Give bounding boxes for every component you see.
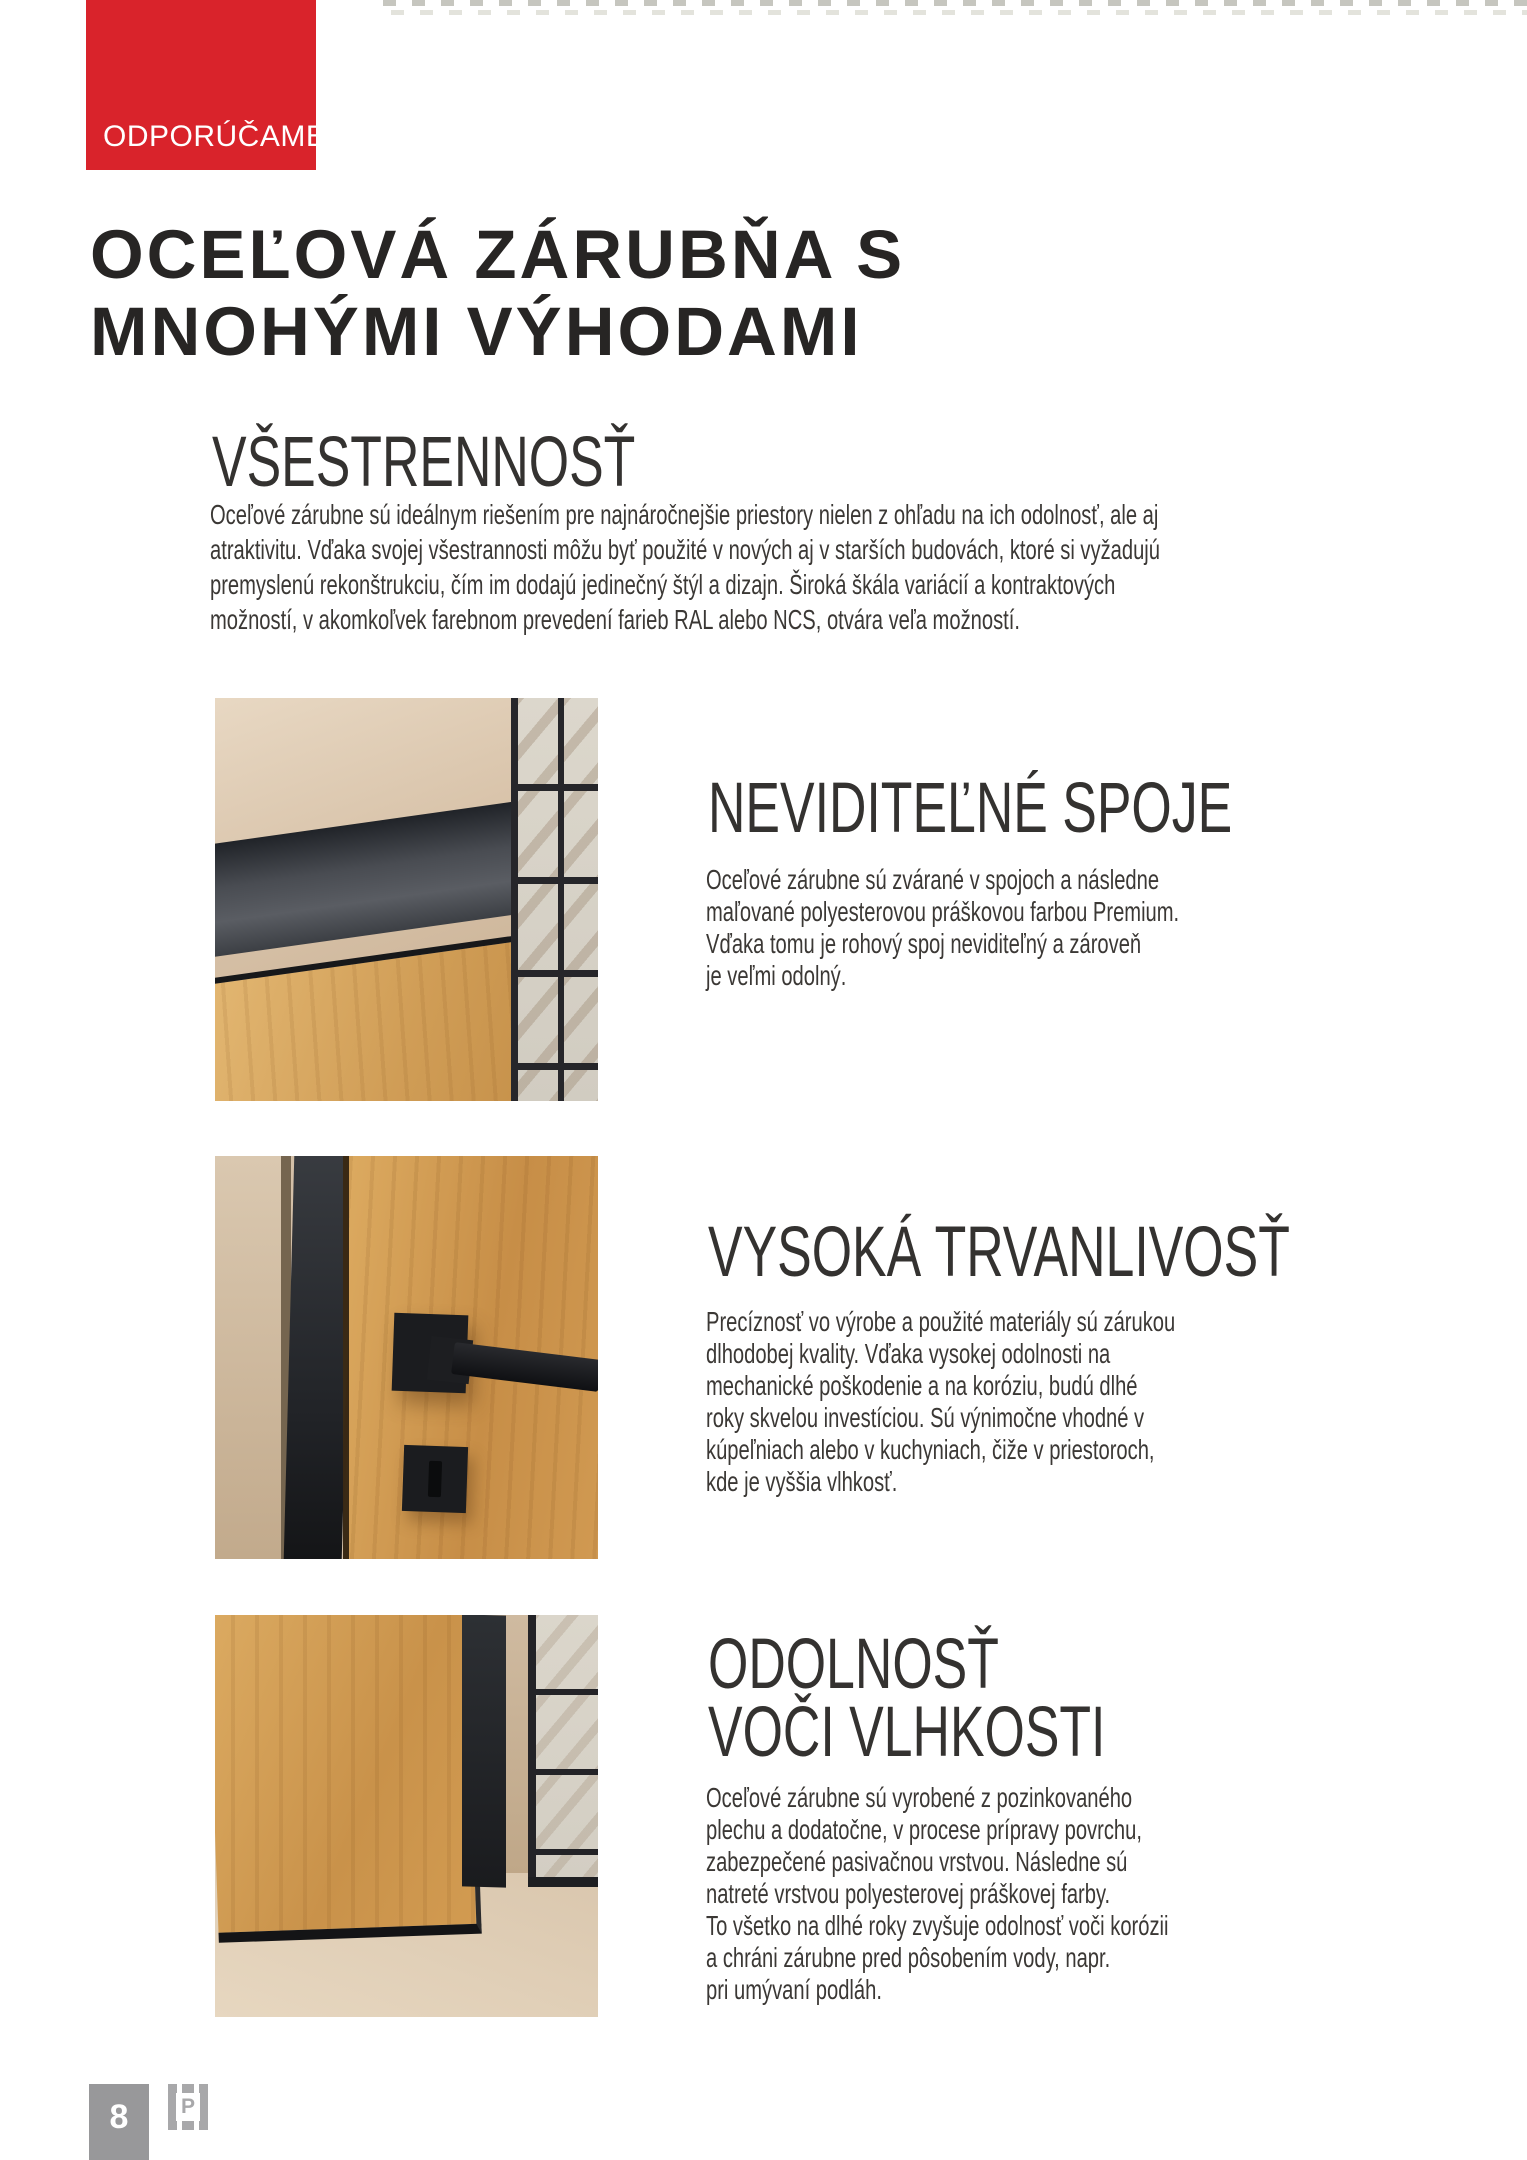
section-heading-line: VOČI VLHKOSTI	[708, 1693, 1106, 1772]
section-heading-line: ODOLNOSŤ	[708, 1625, 999, 1704]
paragraph-line: je veľmi odolný.	[706, 960, 847, 991]
paragraph-line: kúpeľniach alebo v kuchyniach, čiže v priestoroch,	[706, 1434, 1155, 1465]
photo-concrete-wall	[506, 1615, 528, 1873]
paragraph-line: dlhodobej kvality. Vďaka vysokej odolnosti na	[706, 1338, 1111, 1369]
paragraph-line: Oceľové zárubne sú vyrobené z pozinkovaného	[706, 1782, 1133, 1813]
photo-wc-turn-lock	[402, 1445, 468, 1513]
paragraph-line: Precíznosť vo výrobe a použité materiály sú zárukou	[706, 1306, 1176, 1337]
section-paragraph-invisible-joints	[706, 864, 1179, 992]
paragraph-line: mechanické poškodenie a na koróziu, budú dlhé	[706, 1370, 1138, 1401]
page-title-line-1: OCEĽOVÁ ZÁRUBŇA S	[90, 216, 906, 293]
intro-heading: VŠESTRENNOSŤ	[212, 423, 636, 502]
page-number: 8	[109, 2098, 129, 2136]
section-paragraph-durability	[706, 1306, 1175, 1498]
recommend-badge-label: ODPORÚČAME	[103, 120, 327, 153]
page-number-box	[89, 2084, 149, 2160]
photo-concrete-wall	[215, 1156, 281, 1559]
paragraph-line: možností, v akomkoľvek farebnom prevedení farieb RAL alebo NCS, otvára veľa možností.	[210, 604, 1020, 635]
paragraph-line: natreté vrstvou polyesterovej práškovej farby.	[706, 1878, 1111, 1909]
paragraph-line: atraktivitu. Vďaka svojej všestrannosti môžu byť použité v nových aj v starších budovách, ktoré si vyžadujú	[210, 534, 1160, 565]
paragraph-line: a chráni zárubne pred pôsobením vody, napr.	[706, 1942, 1111, 1973]
photo-wood-door-leaf	[215, 1615, 482, 1943]
logo-letter: P	[176, 2093, 200, 2121]
paragraph-line: To všetko na dlhé roky zvyšuje odolnosť voči korózii	[706, 1910, 1169, 1941]
paragraph-line: kde je vyššia vlhkosť.	[706, 1466, 898, 1497]
paragraph-line: Vďaka tomu je rohový spoj neviditeľný a zároveň	[706, 928, 1142, 959]
paragraph-line: premyslenú rekonštrukciu, čím im dodajú jedinečný štýl a dizajn. Široká škála variácií a kontraktových	[210, 569, 1116, 600]
brand-logo	[168, 2084, 208, 2130]
paragraph-line: Oceľové zárubne sú zvárané v spojoch a následne	[706, 864, 1160, 895]
photo-door-handle	[215, 1156, 598, 1559]
section-heading-line: VYSOKÁ TRVANLIVOSŤ	[708, 1213, 1290, 1292]
paragraph-line: pri umývaní podláh.	[706, 1974, 882, 2005]
paragraph-line: Oceľové zárubne sú ideálnym riešením pre najnáročnejšie priestory nielen z ohľadu na ich odolnosť, ale aj	[210, 499, 1159, 530]
page-title-line-2: MNOHÝMI VÝHODAMI	[90, 293, 863, 370]
photo-frame-top-corner	[215, 698, 598, 1101]
top-edge-print-marks	[383, 0, 1527, 6]
recommend-badge	[86, 0, 327, 170]
photo-glazed-partition	[528, 1615, 598, 1887]
photo-door-bottom	[215, 1615, 598, 2017]
photo-steel-frame-bar	[462, 1615, 506, 1888]
page-title	[90, 216, 905, 370]
paragraph-line: roky skvelou investíciou. Sú výnimočne vhodné v	[706, 1402, 1145, 1433]
paragraph-line: zabezpečené pasivačnou vrstvou. Následne sú	[706, 1846, 1128, 1877]
section-heading-durability	[708, 1213, 1290, 1292]
section-heading-line: NEVIDITEĽNÉ SPOJE	[708, 769, 1233, 848]
section-heading-invisible-joints	[708, 769, 1233, 848]
photo-glazed-partition	[511, 698, 598, 1101]
section-heading-moisture-resistance	[708, 1625, 1106, 1772]
photo-steel-frame-bar	[284, 1156, 353, 1559]
intro-paragraph	[210, 497, 1160, 637]
section-paragraph-moisture-resistance	[706, 1782, 1168, 2006]
paragraph-line: plechu a dodatočne, v procese prípravy povrchu,	[706, 1814, 1142, 1845]
paragraph-line: maľované polyesterovou práškovou farbou Premium.	[706, 896, 1180, 927]
top-edge-print-marks-light	[391, 10, 1527, 15]
